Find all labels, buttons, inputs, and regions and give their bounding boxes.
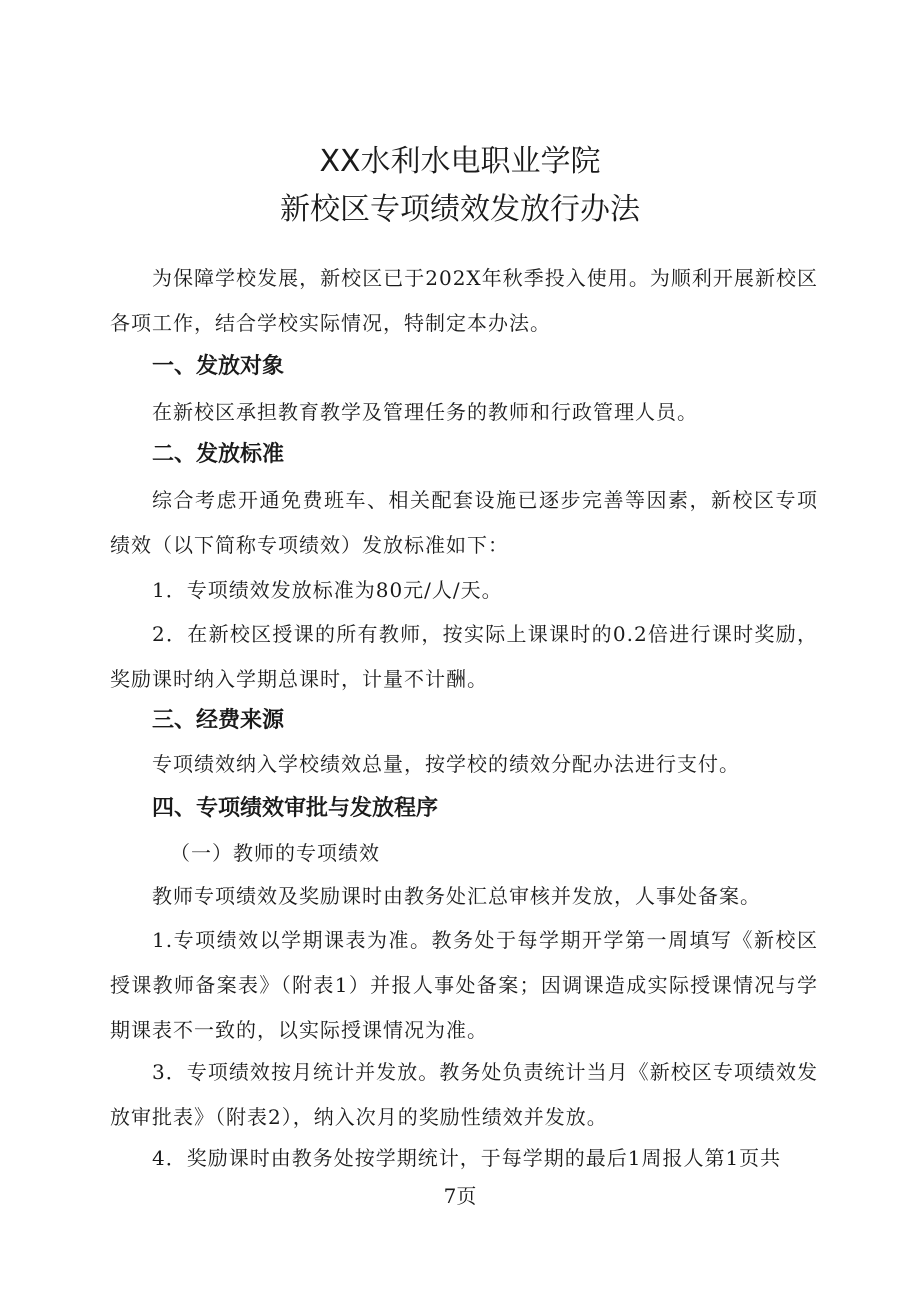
section2-item1: 1．专项绩效发放标准为80元/人/天。 [152,578,503,602]
section4-subheading: （一）教师的专项绩效 [170,841,380,865]
intro-paragraph: 为保障学校发展，新校区已于202X年秋季投入使用。为顺利开展新校区各项工作，结合学校实际情况，特制定本办法。 [110,266,818,335]
page-footer: 7页 [443,1184,477,1208]
section2-text: 综合考虑开通免费班车、相关配套设施已逐步完善等因素，新校区专项绩效（以下简称专项绩效）发放标准如下： [110,488,818,557]
section1-text: 在新校区承担教育教学及管理任务的教师和行政管理人员。 [152,400,698,424]
section1-heading: 一、发放对象 [152,354,285,379]
doc-title-line1: XX水利水电职业学院 [319,144,601,179]
section3-text: 专项绩效纳入学校绩效总量，按学校的绩效分配办法进行支付。 [152,752,740,776]
section2-heading: 二、发放标准 [152,442,285,467]
section4-heading: 四、专项绩效审批与发放程序 [152,796,439,821]
section3-heading: 三、经费来源 [152,708,285,733]
doc-title-line2: 新校区专项绩效发放行办法 [280,192,640,227]
section4-text: 教师专项绩效及奖励课时由教务处汇总审核并发放，人事处备案。 [152,884,761,908]
section2-item2: 2．在新校区授课的所有教师，按实际上课课时的0.2倍进行课时奖励，奖励课时纳入学期总课时，计量不计酬。 [110,622,818,691]
section4-item1: 1.专项绩效以学期课表为准。教务处于每学期开学第一周填写《新校区授课教师备案表》（附表1）并报人事处备案；因调课造成实际授课情况与学期课表不一致的，以实际授课情况为准。 [110,928,818,1042]
section4-item4: 4．奖励课时由教务处按学期统计，于每学期的最后1周报人第1页共 [152,1146,782,1170]
section4-item3: 3．专项绩效按月统计并发放。教务处负责统计当月《新校区专项绩效发放审批表》（附表2），纳入次月的奖励性绩效并发放。 [110,1060,818,1129]
